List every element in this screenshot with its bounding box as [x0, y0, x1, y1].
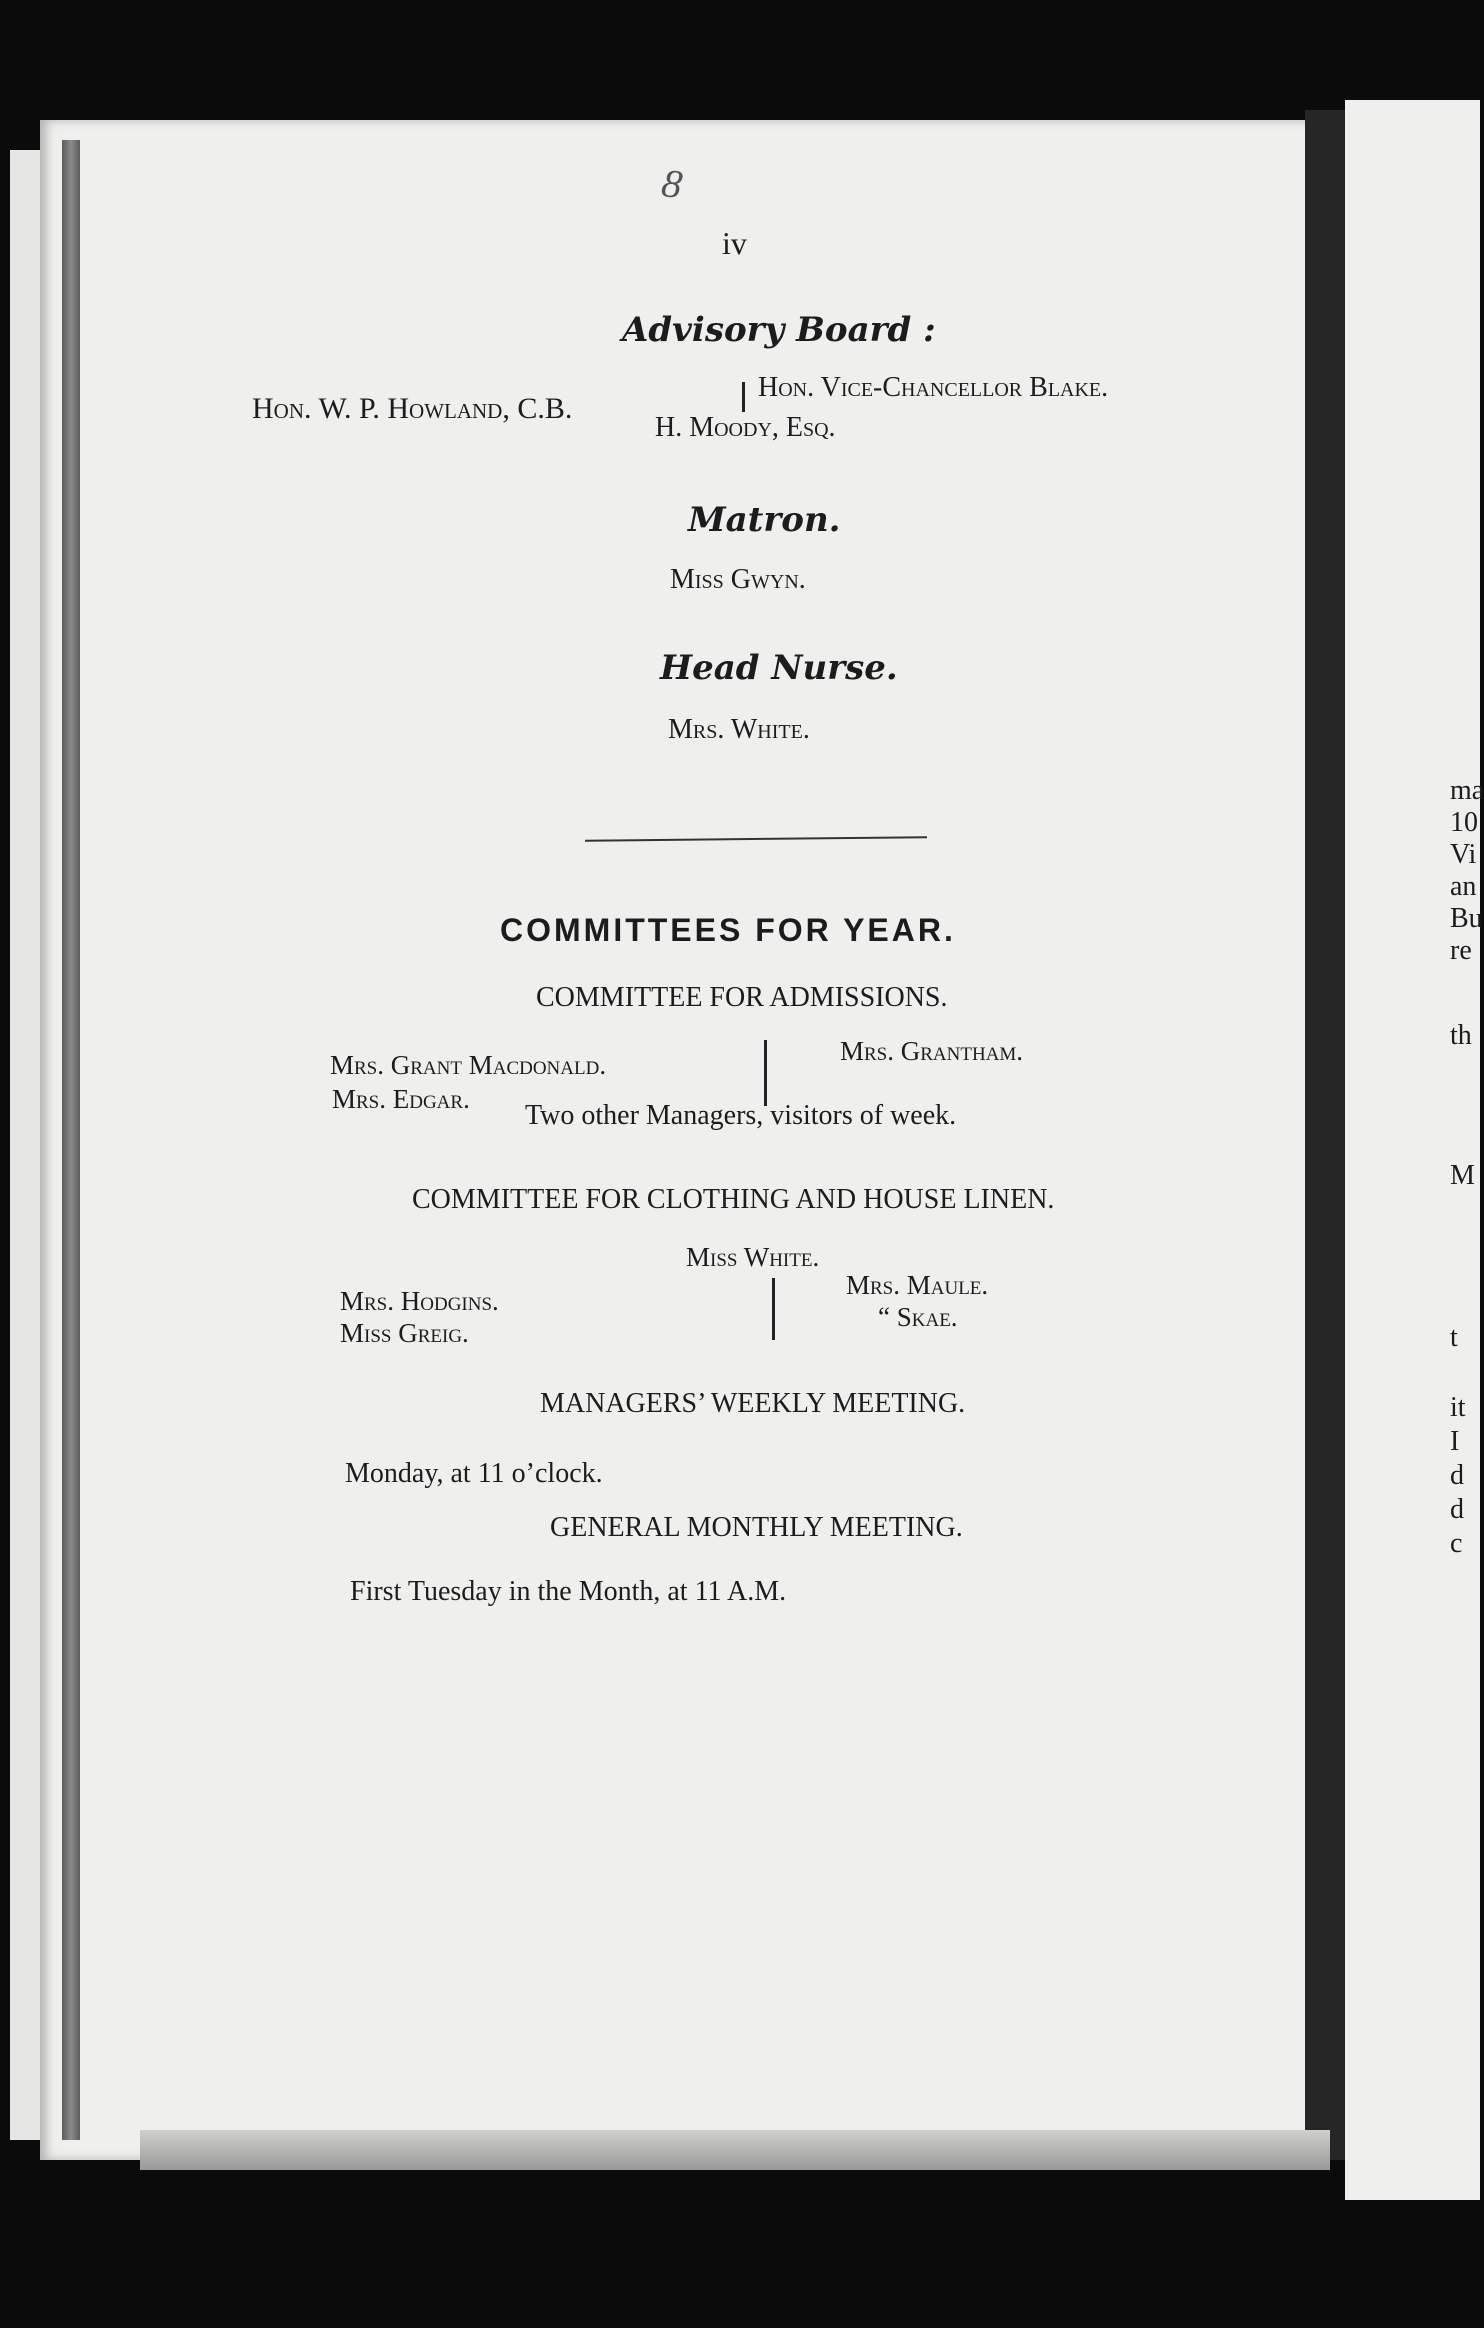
committee-member: Mrs. Grant Macdonald. — [330, 1050, 607, 1080]
adjacent-page-fragment: re — [1450, 935, 1472, 966]
adjacent-page-fragment: t — [1450, 1322, 1458, 1353]
monthly-meeting-heading: GENERAL MONTHLY MEETING. — [550, 1512, 963, 1543]
adjacent-page-fragment: Vi — [1450, 839, 1477, 870]
advisory-member: Hon. Vice-Chancellor Blake. — [758, 372, 1109, 403]
page-bottom-fold — [140, 2130, 1330, 2170]
column-divider — [772, 1278, 775, 1340]
matron-heading: Matron. — [688, 500, 841, 540]
adjacent-page-fragment: th — [1450, 1020, 1472, 1051]
clothing-committee-heading: COMMITTEE FOR CLOTHING AND HOUSE LINEN. — [412, 1184, 1055, 1215]
committees-title: COMMITTEES FOR YEAR. — [500, 912, 956, 948]
admissions-committee-heading: COMMITTEE FOR ADMISSIONS. — [536, 982, 948, 1013]
advisory-member: Hon. W. P. Howland, C.B. — [252, 392, 573, 425]
adjacent-page-fragment: c — [1450, 1528, 1463, 1559]
committee-member: Mrs. Grantham. — [840, 1036, 1024, 1066]
committee-member: “ Skae. — [878, 1302, 958, 1332]
binding-edge — [62, 140, 80, 2140]
committee-member: Miss Greig. — [340, 1318, 469, 1348]
committee-member: Mrs. Hodgins. — [340, 1286, 499, 1316]
adjacent-page-fragment: M — [1450, 1160, 1475, 1191]
page-number: iv — [722, 225, 747, 261]
monthly-meeting-text: First Tuesday in the Month, at 11 A.M. — [350, 1576, 787, 1607]
gutter-shadow — [1305, 110, 1345, 2160]
head-nurse-name: Mrs. White. — [668, 714, 810, 745]
committee-member: Mrs. Maule. — [846, 1270, 989, 1300]
page-edge-strip — [10, 150, 40, 2140]
advisory-board-heading: Advisory Board : — [622, 310, 936, 350]
admissions-note: Two other Managers, visitors of week. — [525, 1100, 957, 1131]
weekly-meeting-heading: MANAGERS’ WEEKLY MEETING. — [540, 1388, 966, 1419]
margin-mark: 8 — [658, 159, 686, 208]
adjacent-page-fragment: it — [1450, 1392, 1466, 1423]
adjacent-page — [1345, 100, 1480, 2200]
adjacent-page-fragment: d — [1450, 1494, 1464, 1525]
column-divider — [742, 382, 745, 412]
adjacent-page-fragment: 10 — [1450, 807, 1478, 838]
advisory-member: H. Moody, Esq. — [655, 412, 836, 443]
matron-name: Miss Gwyn. — [670, 564, 806, 595]
column-divider — [764, 1040, 767, 1106]
adjacent-page-fragment: ma — [1450, 775, 1484, 806]
head-nurse-heading: Head Nurse. — [660, 648, 898, 688]
adjacent-page-fragment: d — [1450, 1460, 1464, 1491]
adjacent-page-fragment: an — [1450, 871, 1477, 902]
weekly-meeting-text: Monday, at 11 o’clock. — [345, 1458, 603, 1489]
adjacent-page-fragment: Bu — [1450, 903, 1483, 934]
committee-member: Miss White. — [686, 1242, 820, 1272]
adjacent-page-fragment: I — [1450, 1426, 1460, 1457]
committee-member: Mrs. Edgar. — [332, 1084, 470, 1114]
